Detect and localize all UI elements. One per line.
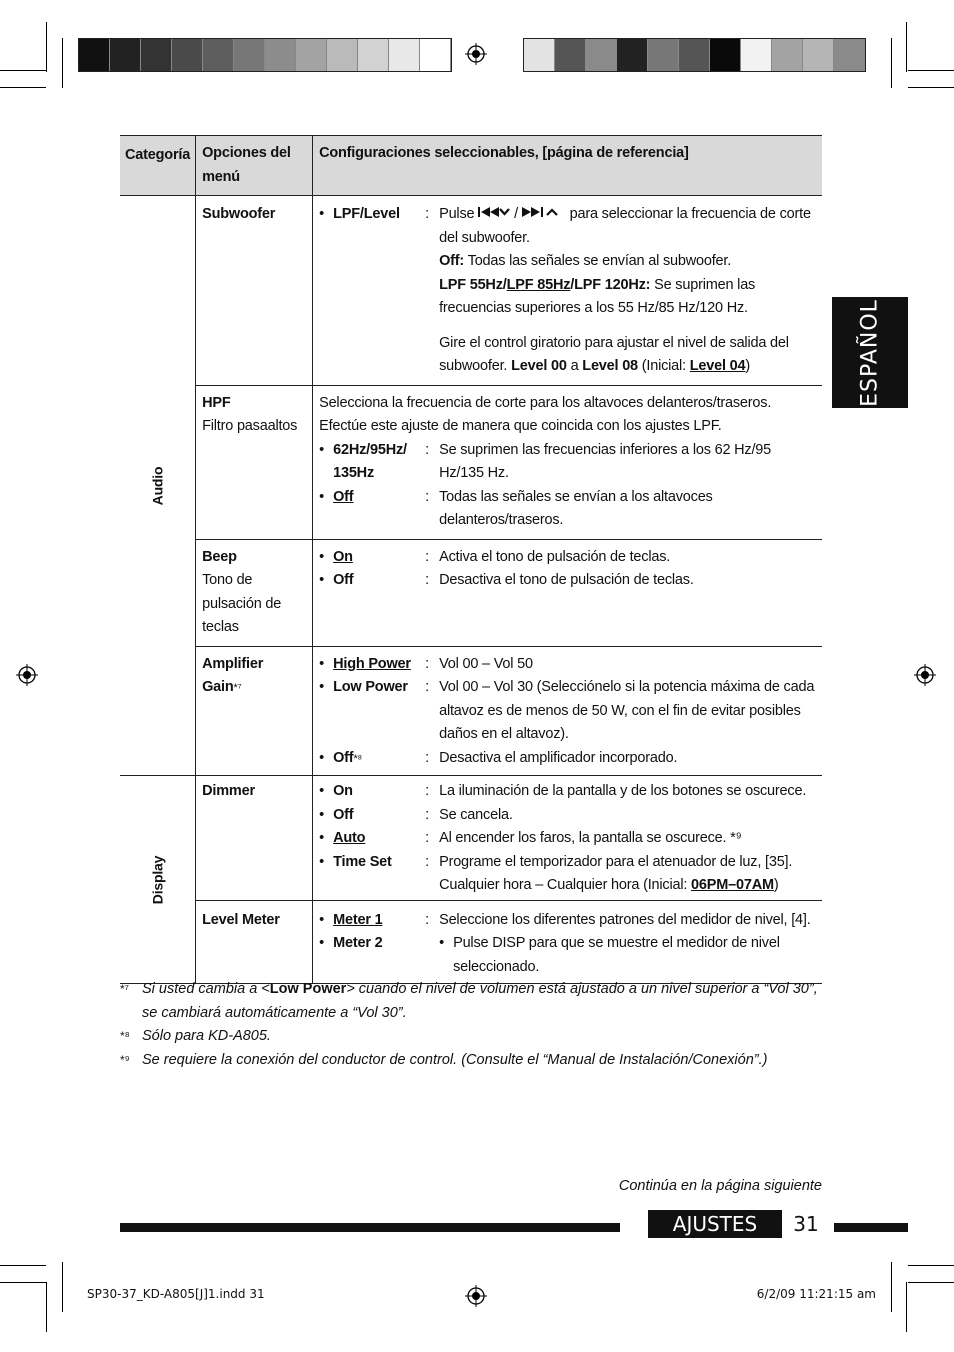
option-description: Desactiva el tono de pulsación de teclas. bbox=[439, 572, 694, 588]
bullet: • bbox=[319, 206, 324, 222]
text: Todas las señales se envían al subwoofer. bbox=[467, 253, 732, 269]
crop-mark bbox=[908, 1282, 954, 1283]
crop-mark bbox=[46, 1282, 47, 1332]
text: > cuando el nivel de volumen está ajustado a un nivel superior a “Vol 30”, se cambiará automáticamente a “Vol 30”. bbox=[142, 981, 818, 1021]
text: Level 08 bbox=[582, 358, 638, 374]
registration-mark-icon bbox=[465, 43, 487, 65]
colon: : bbox=[425, 911, 429, 928]
option-intro: Selecciona la frecuencia de corte para los altavoces delanteros/traseros. Efectúe este ajuste de manera que coincida con los ajustes LPF. bbox=[319, 394, 772, 434]
color-swatch bbox=[79, 39, 110, 71]
footer-filename: SP30-37_KD-A805[J]1.indd 31 bbox=[87, 1287, 265, 1301]
color-swatch bbox=[741, 39, 772, 71]
color-swatch bbox=[803, 39, 834, 71]
header-category: Categoría bbox=[120, 136, 196, 196]
crop-mark bbox=[906, 1282, 907, 1332]
colon: : bbox=[425, 206, 429, 222]
section-label: AJUSTES bbox=[648, 1210, 782, 1238]
text: / bbox=[502, 276, 507, 293]
crop-mark bbox=[908, 87, 954, 88]
option-value: Off bbox=[333, 806, 354, 823]
color-swatch bbox=[234, 39, 265, 71]
option-line bbox=[319, 569, 816, 593]
footnotes bbox=[120, 978, 822, 1072]
category-audio: Audio bbox=[148, 466, 165, 505]
color-bar-left bbox=[78, 38, 452, 72]
section-rule bbox=[120, 1223, 620, 1232]
option-line bbox=[319, 909, 816, 933]
option-description: Seleccione los diferentes patrones del medidor de nivel, [4]. bbox=[439, 911, 811, 928]
color-swatch bbox=[110, 39, 141, 71]
bullet: • bbox=[319, 548, 324, 565]
page-number: 31 bbox=[793, 1212, 819, 1236]
table-row bbox=[120, 776, 822, 901]
registration-mark-icon bbox=[914, 664, 936, 686]
crop-mark bbox=[906, 22, 907, 72]
footnote-mark: *⁸ bbox=[120, 1029, 130, 1043]
crop-mark bbox=[891, 1262, 892, 1312]
text: Gire el control giratorio para ajustar el nivel de salida del subwoofer. bbox=[439, 334, 789, 374]
text: (Inicial: bbox=[641, 358, 686, 374]
option-value: Meter 1 bbox=[333, 911, 383, 928]
color-swatch bbox=[265, 39, 296, 71]
footnote-text bbox=[142, 978, 822, 1025]
next-skip-icon bbox=[522, 206, 566, 218]
bullet: • bbox=[319, 853, 324, 870]
color-swatch bbox=[617, 39, 648, 71]
color-swatch bbox=[524, 39, 555, 71]
section-rule bbox=[834, 1223, 908, 1232]
option-description bbox=[439, 203, 816, 379]
color-swatch bbox=[679, 39, 710, 71]
option-subtitle: Tono de pulsación de teclas bbox=[202, 572, 282, 635]
crop-mark bbox=[46, 22, 47, 72]
table-row bbox=[120, 196, 822, 386]
option-line bbox=[319, 676, 816, 747]
category-display: Display bbox=[148, 855, 165, 904]
option-value: Off bbox=[333, 749, 354, 766]
option-description: Desactiva el amplificador incorporado. bbox=[439, 749, 678, 766]
color-swatch bbox=[648, 39, 679, 71]
color-swatch bbox=[327, 39, 358, 71]
color-swatch bbox=[710, 39, 741, 71]
colon: : bbox=[425, 853, 429, 870]
text: 06PM–07AM bbox=[691, 877, 774, 893]
option-line bbox=[319, 932, 816, 979]
option-line bbox=[319, 804, 816, 828]
colon: : bbox=[425, 488, 429, 505]
option-value: On bbox=[333, 548, 353, 565]
option-name: Subwoofer bbox=[202, 206, 276, 222]
text: LPF 85Hz bbox=[506, 276, 571, 293]
bullet: • bbox=[319, 679, 324, 695]
crop-mark bbox=[908, 70, 954, 71]
crop-mark bbox=[0, 1282, 46, 1283]
option-description bbox=[439, 932, 816, 979]
crop-mark bbox=[0, 87, 46, 88]
color-swatch bbox=[203, 39, 234, 71]
category-audio-cell bbox=[120, 196, 196, 776]
option-line bbox=[319, 827, 816, 851]
option-value: Low Power bbox=[333, 679, 408, 695]
option-description: Se suprimen las frecuencias inferiores a los 62 Hz/95 Hz/135 Hz. bbox=[439, 441, 772, 481]
table-row bbox=[120, 646, 822, 776]
color-swatch bbox=[389, 39, 420, 71]
footnote-mark: *⁷ bbox=[233, 682, 242, 694]
color-swatch bbox=[141, 39, 172, 71]
colon: : bbox=[425, 655, 429, 672]
colon: : bbox=[425, 441, 429, 458]
bullet: • bbox=[319, 572, 324, 588]
bullet: • bbox=[319, 911, 324, 928]
text: Low Power bbox=[269, 981, 347, 997]
option-line bbox=[319, 439, 816, 486]
option-value: On bbox=[333, 783, 353, 799]
table-row bbox=[120, 539, 822, 646]
table-header bbox=[120, 136, 822, 196]
category-display-cell bbox=[120, 776, 196, 984]
option-description: Activa el tono de pulsación de teclas. bbox=[439, 548, 671, 565]
color-swatch bbox=[772, 39, 803, 71]
crop-mark bbox=[891, 38, 892, 88]
footnote-mark: *⁹ bbox=[120, 1052, 130, 1067]
bullet: • bbox=[319, 655, 324, 672]
crop-mark bbox=[908, 1265, 954, 1266]
crop-mark bbox=[62, 38, 63, 88]
color-swatch bbox=[586, 39, 617, 71]
option-line bbox=[319, 747, 816, 772]
bullet: • bbox=[319, 441, 324, 458]
color-swatch bbox=[555, 39, 586, 71]
option-value: LPF/Level bbox=[333, 206, 400, 222]
color-swatch bbox=[358, 39, 389, 71]
footnote-text: Se requiere la conexión del conductor de control. (Consulte el “Manual de Instalación/Conexión”.) bbox=[142, 1051, 768, 1068]
bullet: • bbox=[319, 935, 324, 951]
bullet: • bbox=[319, 783, 324, 799]
colon: : bbox=[425, 679, 429, 695]
option-name: Level Meter bbox=[202, 911, 280, 928]
text: ) bbox=[773, 877, 779, 893]
option-description: Se cancela. bbox=[439, 806, 513, 823]
option-line bbox=[319, 780, 816, 804]
colon: : bbox=[425, 749, 429, 766]
bullet: • bbox=[319, 488, 324, 505]
header-settings: Configuraciones seleccionables, [página de referencia] bbox=[313, 136, 822, 196]
text: LPF 55Hz bbox=[439, 276, 503, 293]
prev-skip-icon bbox=[478, 206, 510, 218]
crop-mark bbox=[0, 70, 46, 71]
color-bar-right bbox=[523, 38, 866, 72]
footnote bbox=[120, 978, 822, 1025]
color-swatch bbox=[834, 39, 865, 71]
language-tab-label: ESPAÑOL bbox=[857, 298, 883, 407]
text: / bbox=[570, 276, 575, 293]
table-row bbox=[120, 385, 822, 539]
footnote-mark: *⁸ bbox=[353, 752, 362, 765]
option-value: High Power bbox=[333, 655, 411, 672]
option-value: Time Set bbox=[333, 853, 392, 870]
bullet: • bbox=[319, 749, 324, 766]
option-value: Off bbox=[333, 572, 354, 588]
bullet: • bbox=[439, 935, 444, 951]
bullet: • bbox=[319, 830, 324, 846]
footnote-mark: *⁷ bbox=[120, 982, 130, 996]
text: Pulse DISP para que se muestre el medidor de nivel seleccionado. bbox=[453, 935, 780, 975]
text: LPF 120Hz: bbox=[574, 276, 651, 293]
text: Level 00 bbox=[511, 358, 567, 374]
crop-mark bbox=[62, 1262, 63, 1312]
registration-mark-icon bbox=[465, 1285, 487, 1307]
colon: : bbox=[425, 572, 429, 588]
crop-mark bbox=[0, 1265, 46, 1266]
color-swatch bbox=[172, 39, 203, 71]
option-description: Vol 00 – Vol 30 (Selecciónelo si la potencia máxima de cada altavoz es de menos de 50 W, con el fin de evitar posibles daños en el altavoz). bbox=[439, 679, 815, 742]
footnote-text: Sólo para KD-A805. bbox=[142, 1028, 271, 1044]
option-value: Off bbox=[333, 488, 354, 505]
text: Pulse bbox=[439, 206, 475, 222]
option-subtitle: Filtro pasaaltos bbox=[202, 418, 298, 434]
option-name: HPF bbox=[202, 394, 231, 411]
text: ) bbox=[745, 358, 751, 374]
registration-mark-icon bbox=[16, 664, 38, 686]
text: Off: bbox=[439, 253, 465, 269]
footnote bbox=[120, 1049, 822, 1073]
option-value: Meter 2 bbox=[333, 935, 383, 951]
colon: : bbox=[425, 830, 429, 846]
option-value: Auto bbox=[333, 830, 366, 846]
option-line bbox=[319, 653, 816, 677]
text: Level 04 bbox=[689, 358, 746, 374]
header-menu-options: Opciones del menú bbox=[196, 136, 313, 196]
table-row bbox=[120, 900, 822, 984]
footnote bbox=[120, 1025, 822, 1049]
option-description: Vol 00 – Vol 50 bbox=[439, 655, 533, 672]
text: a bbox=[570, 358, 579, 374]
option-name: Amplifier Gain bbox=[202, 655, 264, 695]
continue-note: Continúa en la página siguiente bbox=[618, 1178, 822, 1194]
color-swatch bbox=[420, 39, 451, 71]
option-description: La iluminación de la pantalla y de los botones se oscurece. bbox=[439, 783, 807, 799]
colon: : bbox=[425, 783, 429, 799]
text: / bbox=[514, 206, 518, 222]
option-line bbox=[319, 851, 816, 898]
bullet: • bbox=[319, 806, 324, 823]
colon: : bbox=[425, 806, 429, 823]
colon: : bbox=[425, 548, 429, 565]
option-description bbox=[439, 851, 816, 898]
text: Programe el temporizador para el atenuador de luz, [35]. Cualquier hora – Cualquier hora (Inicial: bbox=[439, 853, 793, 893]
option-description: Todas las señales se envían a los altavoces delanteros/traseros. bbox=[439, 488, 713, 528]
option-line bbox=[319, 546, 816, 570]
text: Si usted cambia a < bbox=[142, 981, 270, 997]
option-name: Dimmer bbox=[202, 783, 255, 799]
footer-timestamp: 6/2/09 11:21:15 am bbox=[756, 1287, 876, 1301]
option-line bbox=[319, 203, 816, 379]
color-swatch bbox=[296, 39, 327, 71]
option-line bbox=[319, 486, 816, 533]
option-value: 62Hz/95Hz/ 135Hz bbox=[333, 441, 407, 481]
language-tab bbox=[832, 297, 908, 408]
option-description: Al encender los faros, la pantalla se oscurece. *⁹ bbox=[439, 830, 742, 846]
text: Se suprimen las frecuencias superiores a los 55 Hz/85 Hz/120 Hz. bbox=[439, 276, 756, 316]
option-name: Beep bbox=[202, 548, 237, 565]
text: para seleccionar la frecuencia de corte del subwoofer. bbox=[439, 206, 811, 246]
settings-table bbox=[120, 135, 822, 984]
